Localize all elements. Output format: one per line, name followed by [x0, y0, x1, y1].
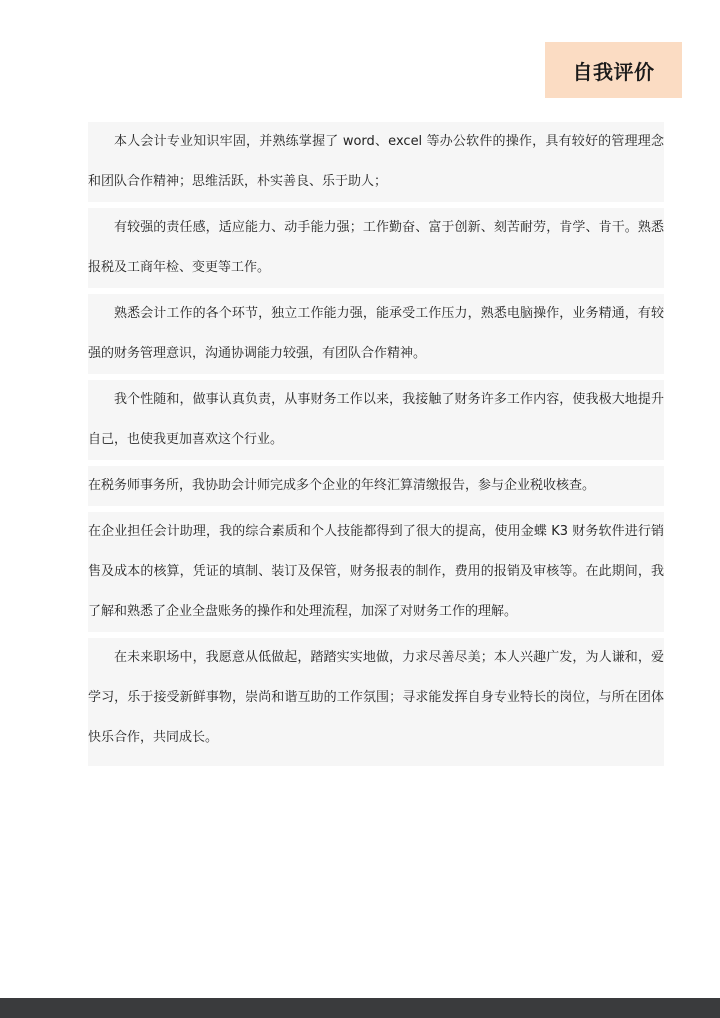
- paragraph-2: 有较强的责任感，适应能力、动手能力强；工作勤奋、富于创新、刻苦耐劳，肯学、肯干。熟悉报税及工商年检、变更等工作。: [88, 208, 664, 288]
- paragraph-6: 在企业担任会计助理，我的综合素质和个人技能都得到了很大的提高，使用金蝶 K3 财务软件进行销售及成本的核算，凭证的填制、装订及保管，财务报表的制作，费用的报销及审核等。在此期间，我了解和熟悉了企业全盘账务的操作和处理流程，加深了对财务工作的理解。: [88, 512, 664, 632]
- paragraph-4: 我个性随和，做事认真负责，从事财务工作以来，我接触了财务许多工作内容，使我极大地提升自己，也使我更加喜欢这个行业。: [88, 380, 664, 460]
- section-title-box: [545, 42, 682, 98]
- section-title: 自我评价: [572, 59, 655, 84]
- paragraph-3: 熟悉会计工作的各个环节，独立工作能力强，能承受工作压力，熟悉电脑操作，业务精通，有较强的财务管理意识，沟通协调能力较强，有团队合作精神。: [88, 294, 664, 374]
- footer-bar: [0, 998, 720, 1018]
- self-evaluation-content: [88, 122, 664, 772]
- paragraph-5: 在税务师事务所，我协助会计师完成多个企业的年终汇算清缴报告，参与企业税收核查。: [88, 466, 664, 506]
- paragraph-1: 本人会计专业知识牢固，并熟练掌握了 word、excel 等办公软件的操作，具有较好的管理理念和团队合作精神；思维活跃，朴实善良、乐于助人；: [88, 122, 664, 202]
- paragraph-7: 在未来职场中，我愿意从低做起，踏踏实实地做，力求尽善尽美；本人兴趣广发，为人谦和，爱学习，乐于接受新鲜事物，崇尚和谐互助的工作氛围；寻求能发挥自身专业特长的岗位，与所在团体快乐合作，共同成长。: [88, 638, 664, 766]
